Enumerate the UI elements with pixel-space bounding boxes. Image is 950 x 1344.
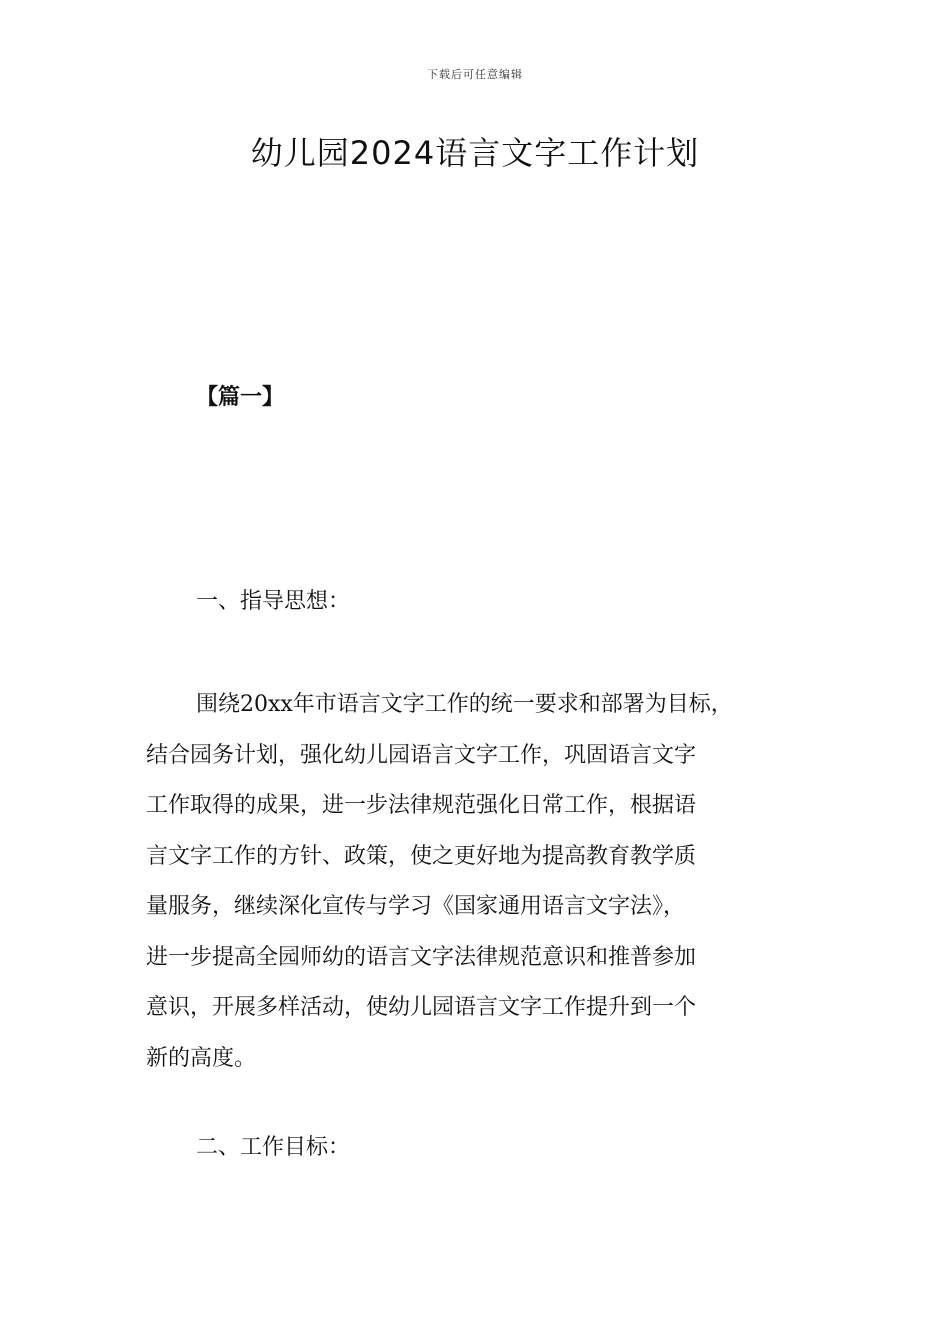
body-paragraph bbox=[146, 680, 836, 1084]
heading-guiding-thought: 一、指导思想： bbox=[196, 589, 351, 614]
paragraph-line: 意识，开展多样活动，使幼儿园语言文字工作提升到一个 bbox=[146, 995, 697, 1020]
header-note: 下载后可任意编辑 bbox=[427, 68, 523, 81]
section-label: 【篇一】 bbox=[196, 384, 285, 410]
paragraph-line: 进一步提高全园师幼的语言文字法律规范意识和推普参加 bbox=[146, 944, 697, 970]
paragraph-line: 工作取得的成果，进一步法律规范强化日常工作，根据语 bbox=[146, 793, 697, 818]
paragraph-line: 量服务，继续深化宣传与学习《国家通用语言文字法》， bbox=[146, 894, 686, 919]
paragraph-line: 言文字工作的方针、政策，使之更好地为提高教育教学质 bbox=[146, 843, 697, 869]
paragraph-line: 围绕20xx年市语言文字工作的统一要求和部署为目标， bbox=[196, 692, 733, 717]
heading-work-goal: 二、工作目标： bbox=[196, 1135, 351, 1160]
paragraph-line: 新的高度。 bbox=[146, 1045, 257, 1071]
paragraph-line: 结合园务计划，强化幼儿园语言文字工作，巩固语言文字 bbox=[146, 742, 697, 768]
document-title: 幼儿园2024语言文字工作计划 bbox=[250, 134, 700, 172]
